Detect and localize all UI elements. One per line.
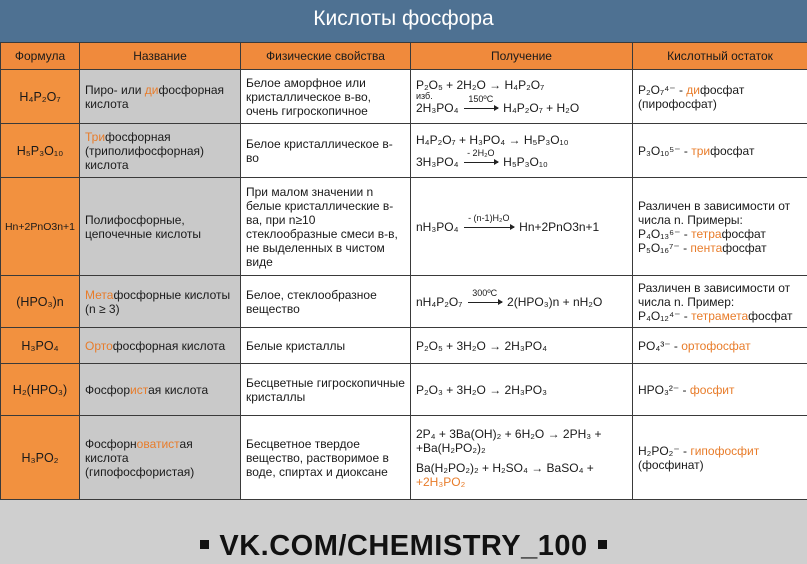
preparation-cell: nH₃PO₄ - (n-1)H₂O Hn+2PnO3n+1	[411, 178, 633, 276]
properties-cell: Бесцветные гигроскопичные кристаллы	[241, 364, 411, 416]
footer-bar	[0, 527, 807, 564]
name-cell: Трифосфорная (триполифосфорная) кислота	[80, 124, 241, 178]
name-cell: Полифосфорные, цепочечные кислоты	[80, 178, 241, 276]
preparation-cell: P₂O₅ + 3H₂O → 2H₃PO₄	[411, 328, 633, 364]
table-row	[1, 416, 807, 500]
preparation-cell: P₂O₅ + 2H₂O → H₄P₂O₇ изб. 2H₃PO₄ 150ºC H₄P₂O₇ + H₂O	[411, 70, 633, 124]
square-bullet-icon	[200, 540, 209, 549]
name-cell: Метафосфорные кислоты (n ≥ 3)	[80, 276, 241, 328]
header-preparation: Получение	[411, 43, 633, 70]
formula-cell: H₂(HPO₃)	[1, 364, 80, 416]
formula-cell: H₅P₃O₁₀	[1, 124, 80, 178]
residue-cell: P₂O₇⁴⁻ - дифосфат (пирофосфат)	[633, 70, 807, 124]
header-residue: Кислотный остаток	[633, 43, 807, 70]
properties-cell: Белое аморфное или кристаллическое в-во, очень гигроскопичное	[241, 70, 411, 124]
formula-cell: H₃PO₄	[1, 328, 80, 364]
properties-cell: При малом значении n белые кристаллические в-ва, при n≥10 стеклообразные смеси в-в, не выделенных в чистом виде	[241, 178, 411, 276]
header-name: Название	[80, 43, 241, 70]
table-row	[1, 178, 807, 276]
phosphorus-acids-table	[0, 42, 807, 500]
name-cell: Ортофосфорная кислота	[80, 328, 241, 364]
properties-cell: Белое кристаллическое в-во	[241, 124, 411, 178]
table-row	[1, 364, 807, 416]
preparation-cell: 2P₄ + 3Ba(OH)₂ + 6H₂O → 2PH₃ + +Ba(H₂PO₂)₂ Ba(H₂PO₂)₂ + H₂SO₄ → BaSO₄ + +2H₃PO₂	[411, 416, 633, 500]
residue-cell: P₃O₁₀⁵⁻ - трифосфат	[633, 124, 807, 178]
residue-cell: Различен в зависимости от числа n. Пример: P₄O₁₂⁴⁻ - тетраметафосфат	[633, 276, 807, 328]
residue-cell: H₂PO₂⁻ - гипофосфит (фосфинат)	[633, 416, 807, 500]
properties-cell: Бесцветное твердое вещество, растворимое в воде, спиртах и диоксане	[241, 416, 411, 500]
table-row	[1, 328, 807, 364]
formula-cell: H₃PO₂	[1, 416, 80, 500]
formula-cell: (HPO₃)n	[1, 276, 80, 328]
properties-cell: Белые кристаллы	[241, 328, 411, 364]
name-cell: Фосфористая кислота	[80, 364, 241, 416]
table-row	[1, 124, 807, 178]
page-title: Кислоты фосфора	[313, 7, 494, 30]
residue-cell: Различен в зависимости от числа n. Примеры: P₄O₁₃⁶⁻ - тетрафосфат P₅O₁₆⁷⁻ - пентафосфат	[633, 178, 807, 276]
name-cell: Фосфорноватистая кислота (гипофосфористая)	[80, 416, 241, 500]
header-bar	[0, 0, 807, 42]
name-cell: Пиро- или дифосфорная кислота	[80, 70, 241, 124]
square-bullet-icon	[598, 540, 607, 549]
residue-cell: PO₄³⁻ - ортофосфат	[633, 328, 807, 364]
residue-cell: HPO₃²⁻ - фосфит	[633, 364, 807, 416]
header-formula: Формула	[1, 43, 80, 70]
formula-cell: Hn+2PnO3n+1	[1, 178, 80, 276]
table-header-row	[1, 43, 807, 70]
formula-cell: H₄P₂O₇	[1, 70, 80, 124]
preparation-cell: H₄P₂O₇ + H₃PO₄ → H₅P₃O₁₀ 3H₃PO₄ - 2H₂O H₅P₃O₁₀	[411, 124, 633, 178]
properties-cell: Белое, стеклообразное вещество	[241, 276, 411, 328]
table-row	[1, 276, 807, 328]
footer-link[interactable]	[0, 530, 807, 563]
table-row	[1, 70, 807, 124]
preparation-cell: P₂O₃ + 3H₂O → 2H₃PO₃	[411, 364, 633, 416]
footer-text: VK.COM/CHEMISTRY_100	[219, 530, 588, 562]
preparation-cell: nH₄P₂O₇ 300ºC 2(HPO₃)n + nH₂O	[411, 276, 633, 328]
header-properties: Физические свойства	[241, 43, 411, 70]
